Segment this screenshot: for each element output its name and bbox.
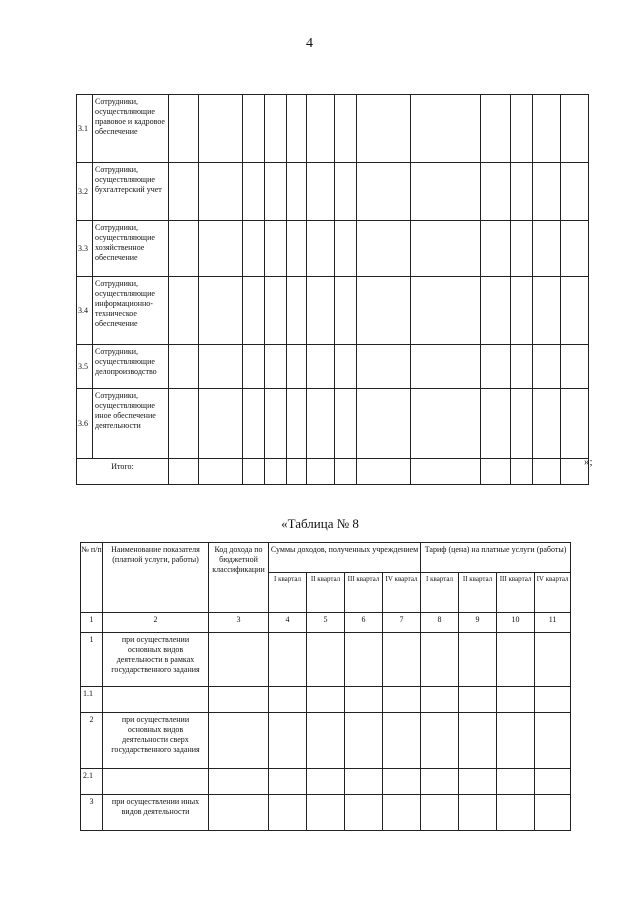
empty-cell	[199, 459, 243, 485]
empty-cell	[335, 389, 357, 459]
row-number: 3.5	[77, 345, 93, 389]
empty-cell	[357, 221, 411, 277]
empty-cell	[265, 163, 287, 221]
empty-cell	[209, 769, 269, 795]
empty-cell	[287, 389, 307, 459]
empty-cell	[383, 633, 421, 687]
empty-cell	[421, 633, 459, 687]
continuation-table	[76, 94, 589, 485]
empty-cell	[481, 95, 511, 163]
row-name: Сотрудники, осуществляющие информационно-техническое обеспечение	[93, 277, 169, 345]
empty-cell	[497, 769, 535, 795]
row-name	[103, 687, 209, 713]
column-number: 8	[421, 613, 459, 633]
empty-cell	[459, 795, 497, 831]
row-number: 2	[81, 713, 103, 769]
header-tariff-q1: I квартал	[421, 573, 459, 613]
column-number: 3	[209, 613, 269, 633]
empty-cell	[335, 277, 357, 345]
empty-cell	[561, 163, 589, 221]
empty-cell	[265, 221, 287, 277]
empty-cell	[459, 633, 497, 687]
total-label: Итого:	[77, 459, 169, 485]
empty-cell	[169, 221, 199, 277]
empty-cell	[481, 277, 511, 345]
header-sum-q4: IV квартал	[383, 573, 421, 613]
empty-cell	[533, 277, 561, 345]
empty-cell	[421, 713, 459, 769]
empty-cell	[511, 95, 533, 163]
empty-cell	[383, 769, 421, 795]
empty-cell	[169, 459, 199, 485]
empty-cell	[357, 345, 411, 389]
empty-cell	[481, 221, 511, 277]
empty-cell	[307, 459, 335, 485]
empty-cell	[535, 633, 571, 687]
table-row	[77, 389, 589, 459]
empty-cell	[199, 389, 243, 459]
empty-cell	[243, 389, 265, 459]
empty-cell	[199, 163, 243, 221]
empty-cell	[307, 713, 345, 769]
empty-cell	[169, 163, 199, 221]
empty-cell	[421, 769, 459, 795]
empty-cell	[345, 687, 383, 713]
empty-cell	[561, 277, 589, 345]
empty-cell	[533, 459, 561, 485]
total-row	[77, 459, 589, 485]
empty-cell	[307, 95, 335, 163]
table-row	[81, 687, 571, 713]
empty-cell	[265, 95, 287, 163]
empty-cell	[335, 459, 357, 485]
empty-cell	[265, 277, 287, 345]
empty-cell	[243, 95, 265, 163]
row-number: 3.2	[77, 163, 93, 221]
empty-cell	[421, 687, 459, 713]
empty-cell	[497, 795, 535, 831]
empty-cell	[345, 769, 383, 795]
empty-cell	[243, 163, 265, 221]
empty-cell	[345, 795, 383, 831]
table-row	[81, 769, 571, 795]
empty-cell	[287, 459, 307, 485]
empty-cell	[357, 163, 411, 221]
empty-cell	[287, 277, 307, 345]
row-name: при осуществлении иных видов деятельности	[103, 795, 209, 831]
empty-cell	[511, 345, 533, 389]
row-name: Сотрудники, осуществляющие делопроизводство	[93, 345, 169, 389]
empty-cell	[535, 713, 571, 769]
table-row	[77, 95, 589, 163]
column-number: 9	[459, 613, 497, 633]
empty-cell	[357, 95, 411, 163]
row-number: 1.1	[81, 687, 103, 713]
empty-cell	[307, 277, 335, 345]
empty-cell	[335, 95, 357, 163]
row-number: 3.1	[77, 95, 93, 163]
empty-cell	[411, 95, 481, 163]
empty-cell	[411, 221, 481, 277]
empty-cell	[561, 345, 589, 389]
empty-cell	[335, 221, 357, 277]
row-number: 3.6	[77, 389, 93, 459]
empty-cell	[511, 163, 533, 221]
empty-cell	[459, 713, 497, 769]
empty-cell	[209, 687, 269, 713]
empty-cell	[421, 795, 459, 831]
empty-cell	[411, 163, 481, 221]
empty-cell	[533, 345, 561, 389]
header-tariff-q4: IV квартал	[535, 573, 571, 613]
empty-cell	[307, 345, 335, 389]
empty-cell	[199, 95, 243, 163]
header-tariff-q2: II квартал	[459, 573, 497, 613]
column-number: 7	[383, 613, 421, 633]
row-number: 3.4	[77, 277, 93, 345]
empty-cell	[265, 345, 287, 389]
row-name: Сотрудники, осуществляющие хозяйственное обеспечение	[93, 221, 169, 277]
header-sum-q1: I квартал	[269, 573, 307, 613]
empty-cell	[209, 713, 269, 769]
empty-cell	[383, 795, 421, 831]
empty-cell	[169, 345, 199, 389]
empty-cell	[345, 713, 383, 769]
row-name: при осуществлении основных видов деятельности в рамках государственного задания	[103, 633, 209, 687]
empty-cell	[269, 769, 307, 795]
header-sums: Суммы доходов, полученных учреждением	[269, 543, 421, 573]
empty-cell	[481, 459, 511, 485]
row-number: 3	[81, 795, 103, 831]
header-tariff: Тариф (цена) на платные услуги (работы)	[421, 543, 571, 573]
empty-cell	[383, 713, 421, 769]
empty-cell	[307, 633, 345, 687]
header-sum-q2: II квартал	[307, 573, 345, 613]
empty-cell	[535, 769, 571, 795]
column-number: 4	[269, 613, 307, 633]
empty-cell	[357, 389, 411, 459]
empty-cell	[307, 221, 335, 277]
header-tariff-q3: III квартал	[497, 573, 535, 613]
empty-cell	[307, 163, 335, 221]
empty-cell	[535, 687, 571, 713]
table-8	[80, 542, 571, 831]
empty-cell	[357, 459, 411, 485]
empty-cell	[169, 277, 199, 345]
row-number: 2.1	[81, 769, 103, 795]
column-number: 5	[307, 613, 345, 633]
table-row	[77, 163, 589, 221]
empty-cell	[307, 687, 345, 713]
row-name: Сотрудники, осуществляющие иное обеспечение деятельности	[93, 389, 169, 459]
table-row	[77, 221, 589, 277]
column-number: 2	[103, 613, 209, 633]
empty-cell	[533, 221, 561, 277]
empty-cell	[459, 687, 497, 713]
empty-cell	[481, 389, 511, 459]
table-row	[81, 713, 571, 769]
empty-cell	[497, 713, 535, 769]
page-number: 4	[306, 36, 313, 51]
row-name: при осуществлении основных видов деятельности сверх государственного задания	[103, 713, 209, 769]
empty-cell	[287, 95, 307, 163]
empty-cell	[243, 459, 265, 485]
empty-cell	[287, 163, 307, 221]
empty-cell	[335, 163, 357, 221]
empty-cell	[243, 345, 265, 389]
column-number: 1	[81, 613, 103, 633]
empty-cell	[511, 459, 533, 485]
row-name: Сотрудники, осуществляющие правовое и кадровое обеспечение	[93, 95, 169, 163]
empty-cell	[265, 459, 287, 485]
header-sum-q3: III квартал	[345, 573, 383, 613]
empty-cell	[169, 389, 199, 459]
empty-cell	[335, 345, 357, 389]
empty-cell	[269, 633, 307, 687]
empty-cell	[511, 389, 533, 459]
header-num: № п/п	[81, 543, 103, 613]
header-name: Наименование показателя (платной услуги, работы)	[103, 543, 209, 613]
empty-cell	[209, 795, 269, 831]
table-closing-mark: »;	[584, 456, 593, 468]
row-name	[103, 769, 209, 795]
empty-cell	[411, 345, 481, 389]
empty-cell	[307, 795, 345, 831]
empty-cell	[481, 163, 511, 221]
empty-cell	[243, 221, 265, 277]
empty-cell	[269, 795, 307, 831]
empty-cell	[287, 221, 307, 277]
table-row	[81, 633, 571, 687]
empty-cell	[169, 95, 199, 163]
empty-cell	[199, 221, 243, 277]
empty-cell	[481, 345, 511, 389]
empty-cell	[561, 389, 589, 459]
empty-cell	[307, 389, 335, 459]
column-number: 6	[345, 613, 383, 633]
header-code: Код дохода по бюджетной классификации	[209, 543, 269, 613]
empty-cell	[411, 459, 481, 485]
empty-cell	[269, 713, 307, 769]
table-row	[77, 277, 589, 345]
column-number: 10	[497, 613, 535, 633]
column-numbers-row	[81, 613, 571, 633]
row-name: Сотрудники, осуществляющие бухгалтерский учет	[93, 163, 169, 221]
empty-cell	[497, 687, 535, 713]
empty-cell	[533, 163, 561, 221]
empty-cell	[199, 345, 243, 389]
empty-cell	[561, 221, 589, 277]
row-number: 3.3	[77, 221, 93, 277]
empty-cell	[533, 95, 561, 163]
empty-cell	[411, 389, 481, 459]
empty-cell	[535, 795, 571, 831]
empty-cell	[199, 277, 243, 345]
empty-cell	[307, 769, 345, 795]
empty-cell	[411, 277, 481, 345]
empty-cell	[269, 687, 307, 713]
empty-cell	[533, 389, 561, 459]
column-number: 11	[535, 613, 571, 633]
row-number: 1	[81, 633, 103, 687]
table-8-caption: «Таблица № 8	[281, 516, 359, 531]
empty-cell	[357, 277, 411, 345]
table-row	[81, 795, 571, 831]
empty-cell	[511, 221, 533, 277]
empty-cell	[265, 389, 287, 459]
empty-cell	[511, 277, 533, 345]
empty-cell	[561, 95, 589, 163]
empty-cell	[383, 687, 421, 713]
empty-cell	[287, 345, 307, 389]
empty-cell	[345, 633, 383, 687]
empty-cell	[243, 277, 265, 345]
empty-cell	[209, 633, 269, 687]
empty-cell	[459, 769, 497, 795]
table-row	[77, 345, 589, 389]
empty-cell	[497, 633, 535, 687]
